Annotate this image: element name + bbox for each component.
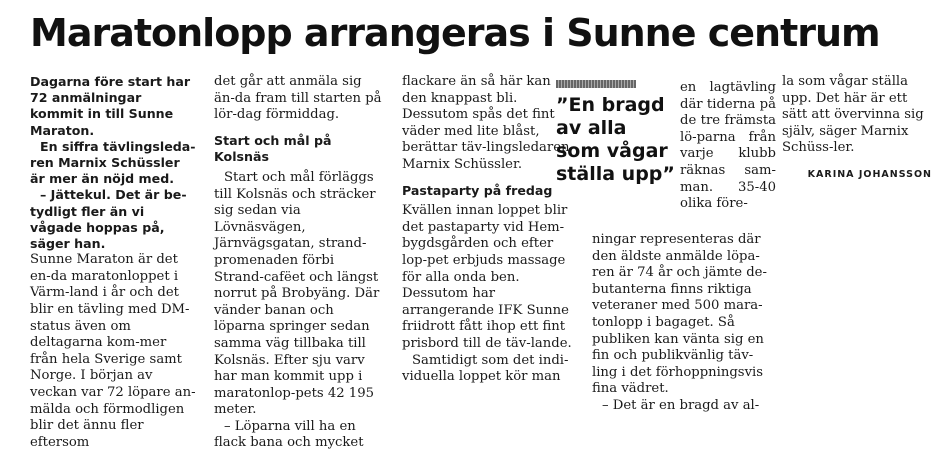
column-4-bottom (592, 232, 776, 415)
subheading-pastaparty: Pastaparty på fredag (402, 182, 553, 198)
column-5 (782, 74, 932, 184)
column-2 (214, 74, 386, 452)
body-paragraph: Start och mål förläggs till Kolsnäs och sträcker sig sedan via Lövnäsvägen, Järnvägsgatan, strand-promenaden förbi Strand-cafëet och längst norrut på Brobyäng. Där vänder banan och löparna springer sedan samma väg tillbaka till Kolsnäs. Efter sju varv har man kommit upp i maratonlop-pets 42 195 meter. (214, 169, 380, 418)
body-paragraph: Sunne Maraton är det en-da maratonloppet i Värm-land i år och det blir en tävling med DM-status även om deltagarna kom-mer från hela Sverige samt Norge. I början av veckan var 72 löpare an-mälda och förmodligen blir det ännu fler eftersom (30, 252, 196, 450)
body-paragraph: ningar representeras där den äldste anmälde löpa-ren är 74 år och jämte de-butanterna finns riktiga veteraner med 500 mara-tonlopp i bagaget. Så publiken kan vänta sig en fin och publikvänlig täv-ling i det förhoppningsvis fina vädret. (592, 232, 767, 397)
subheading-start-och-mal: Start och mål på Kolsnäs (214, 132, 332, 165)
lead-paragraph-3: – Jättekul. Det är be-tydligt fler än vi vågade hoppas på, säger han. (30, 187, 187, 252)
pull-quote-text: ”En bragd av alla som vågar ställa upp” (556, 94, 675, 185)
column-1 (30, 74, 198, 451)
headline: Maratonlopp arrangeras i Sunne centrum (30, 11, 880, 55)
column-3 (402, 74, 574, 386)
body-paragraph: – Löparna vill ha en flack bana och mycket (214, 418, 364, 451)
body-paragraph: Kvällen innan loppet blir det pastaparty vid Hem-bygdsgården och efter lop-pet erbjuds massage för alla onda ben. Dessutom har arrangerande IFK Sunne friidrott fått ihop ett fint prisbord till de täv-lande. (402, 203, 572, 351)
pull-quote (556, 80, 676, 186)
lead-paragraph-1: Dagarna före start har 72 anmälningar kommit in till Sunne Maraton. (30, 74, 191, 138)
body-paragraph: Samtidigt som det indi-viduella loppet kör man (402, 352, 569, 385)
byline: KARINA JOHANSSON (807, 168, 932, 180)
body-paragraph: det går att anmäla sig än-da fram till starten på lör-dag förmiddag. (214, 74, 382, 123)
lead-paragraph-2: En siffra tävlingsleda-ren Marnix Schüssler är mer än nöjd med. (30, 138, 196, 187)
body-paragraph: – Det är en bragd av al- (602, 397, 760, 413)
column-4-top (680, 80, 776, 213)
body-paragraph: la som vågar ställa upp. Det här är ett sätt att övervinna sig själv, säger Marnix Schüss-ler. (782, 74, 924, 156)
quote-decoration-bar (556, 80, 636, 88)
body-paragraph: flackare än så här kan den knappast bli. Dessutom spås det fint väder med lite blåst, berättar täv-lingsledaren Marnix Schüssler. (402, 74, 570, 172)
body-paragraph: en lagtävling där tiderna på de tre främsta lö-parna från varje klubb räknas sam-man. 35-40 olika före- (680, 80, 776, 212)
